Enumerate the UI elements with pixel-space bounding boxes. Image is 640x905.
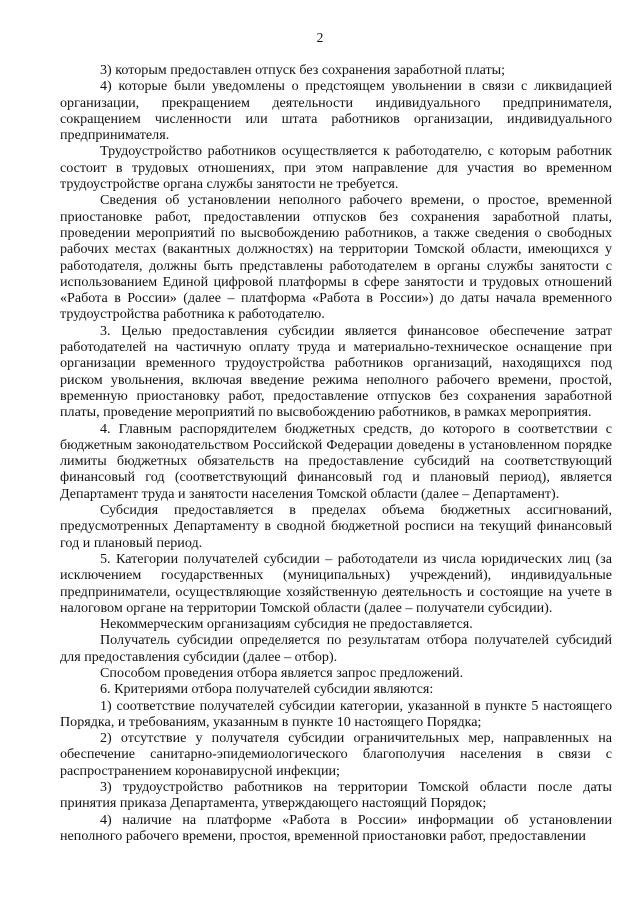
paragraph: 3. Целью предоставления субсидии является финансовое обеспечение затрат работодателей на частичную оплату труда и материально-техническое оснащение при организации временного трудоустройства работников организаций, находящихся под риском увольнения, включая введение режима неполного рабочего времени, простой, временную приостановку работ, предоставление отпусков без сохранения заработной платы, проведение мероприятий по высвобождению работников, в рамках мероприятия. [60,322,612,421]
paragraph: 5. Категории получателей субсидии – работодатели из числа юридических лиц (за исключением государственных (муниципальных) учреждений), индивидуальные предприниматели, осуществляющие хозяйственную деятельность и состоящие на учете в налоговом органе на территории Томской области (далее – получатели субсидии). [60,550,612,616]
paragraph: 2) отсутствие у получателя субсидии ограничительных мер, направленных на обеспечение санитарно-эпидемиологического благополучия населения в связи с распространением коронавирусной инфекции; [60,730,612,779]
page-number: 2 [316,30,324,45]
paragraph: 3) которым предоставлен отпуск без сохранения заработной платы; [100,62,506,78]
paragraph: 4. Главным распорядителем бюджетных средств, до которого в соответствии с бюджетным законодательством Российской Федерации доведены в установленном порядке лимиты бюджетных обязательств на предоставление субсидий на соответствующий финансовый год (соответствующий финансовый год и плановый период), является Департамент труда и занятости населения Томской области (далее – Департамент). [60,420,612,502]
paragraph: 4) наличие на платформе «Работа в России» информации об установлении неполного рабочего времени, простоя, временной приостановки работ, предоставлении [60,811,612,844]
document-body [60,62,612,844]
paragraph: Некоммерческим организациям субсидия не предоставляется. [100,616,473,633]
paragraph: 1) соответствие получателей субсидии категории, указанной в пункте 5 настоящего Порядка, и требованиям, указанным в пункте 10 настоящего Порядка; [60,697,612,730]
paragraph: 3) трудоустройство работников на территории Томской области после даты принятия приказа Департамента, утверждающего настоящий Порядок; [60,779,612,812]
paragraph: 4) которые были уведомлены о предстоящем увольнении в связи с ликвидацией организации, прекращением деятельности индивидуального предпринимателя, сокращением численности или штата работников организации, индивидуального предпринимателя. [60,78,612,144]
paragraph: Субсидия предоставляется в пределах объема бюджетных ассигнований, предусмотренных Департаменту в сводной бюджетной росписи на текущий финансовый год и плановый период. [60,502,612,551]
paragraph: Трудоустройство работников осуществляется к работодателю, с которым работник состоит в трудовых отношениях, при этом направление для участия во временном трудоустройстве органа службы занятости не требуется. [60,143,612,193]
paragraph: Сведения об установлении неполного рабочего времени, о простое, временной приостановке работ, предоставлении отпусков без сохранения заработной платы, проведении мероприятий по высвобождению работников, а также сведения о свободных рабочих местах (вакантных должностях) на территории Томской области, имеющихся у работодателя, должны быть представлены работодателем в органы службы занятости с использованием Единой цифровой платформы в сфере занятости и трудовых отношений «Работа в России» (далее – платформа «Работа в России») до даты начала временного трудоустройства работника к работодателю. [60,192,612,323]
paragraph: Способом проведения отбора является запрос предложений. [100,664,464,681]
paragraph: 6. Критериями отбора получателей субсидии являются: [100,681,434,698]
paragraph: Получатель субсидии определяется по результатам отбора получателей субсидий для предоставления субсидии (далее – отбор). [60,632,612,665]
